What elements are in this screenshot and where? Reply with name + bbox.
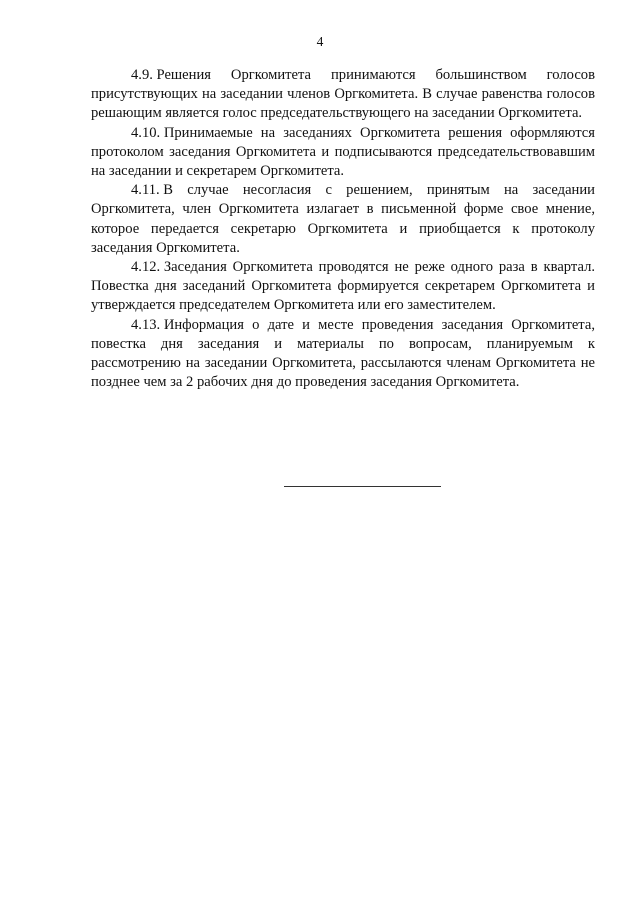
paragraph-4-12 bbox=[91, 258, 595, 316]
paragraph-number: 4.9. bbox=[131, 67, 153, 83]
paragraph-4-13 bbox=[91, 316, 595, 393]
paragraph-text: Решения Оргкомитета принимаются большинством голосов присутствующих на заседании членов Оргкомитета. В случае равенства голосов решающим является голос председательствующего на заседании Оргкомитета. bbox=[91, 67, 595, 122]
paragraph-number: 4.11. bbox=[131, 182, 160, 199]
paragraph-4-11 bbox=[91, 181, 595, 258]
paragraph-number: 4.10. bbox=[131, 124, 161, 141]
paragraph-number: 4.12. bbox=[131, 259, 161, 276]
page-number: 4 bbox=[316, 34, 324, 49]
paragraph-text: Принимаемые на заседаниях Оргкомитета решения оформляются протоколом заседания Оргкомитета и подписываются председательствовавшим на заседании и секретарем Оргкомитета. bbox=[91, 124, 595, 180]
paragraph-number: 4.13. bbox=[131, 316, 161, 333]
paragraph-text: Заседания Оргкомитета проводятся не реже одного раза в квартал. Повестка дня заседаний Оргкомитета формируется секретарем Оргкомитета и утверждается председателем Оргкомитета или его заместителем. bbox=[91, 259, 595, 314]
paragraph-text: В случае несогласия с решением, принятым на заседании Оргкомитета, член Оргкомитета излагает в письменной форме свое мнение, которое передается секретарю Оргкомитета и приобщается к протоколу заседания Оргкомитета. bbox=[91, 182, 595, 256]
paragraph-text: Информация о дате и месте проведения заседания Оргкомитета, повестка дня заседания и материалы по вопросам, планируемым к рассмотрению на заседании Оргкомитета, рассылаются членам Оргкомитета не позднее чем за 2 рабочих дня до проведения заседания Оргкомитета. bbox=[91, 316, 595, 391]
end-divider-line bbox=[284, 486, 441, 487]
paragraph-4-10 bbox=[91, 124, 595, 182]
document-body bbox=[91, 66, 595, 392]
paragraph-4-9 bbox=[91, 66, 595, 124]
